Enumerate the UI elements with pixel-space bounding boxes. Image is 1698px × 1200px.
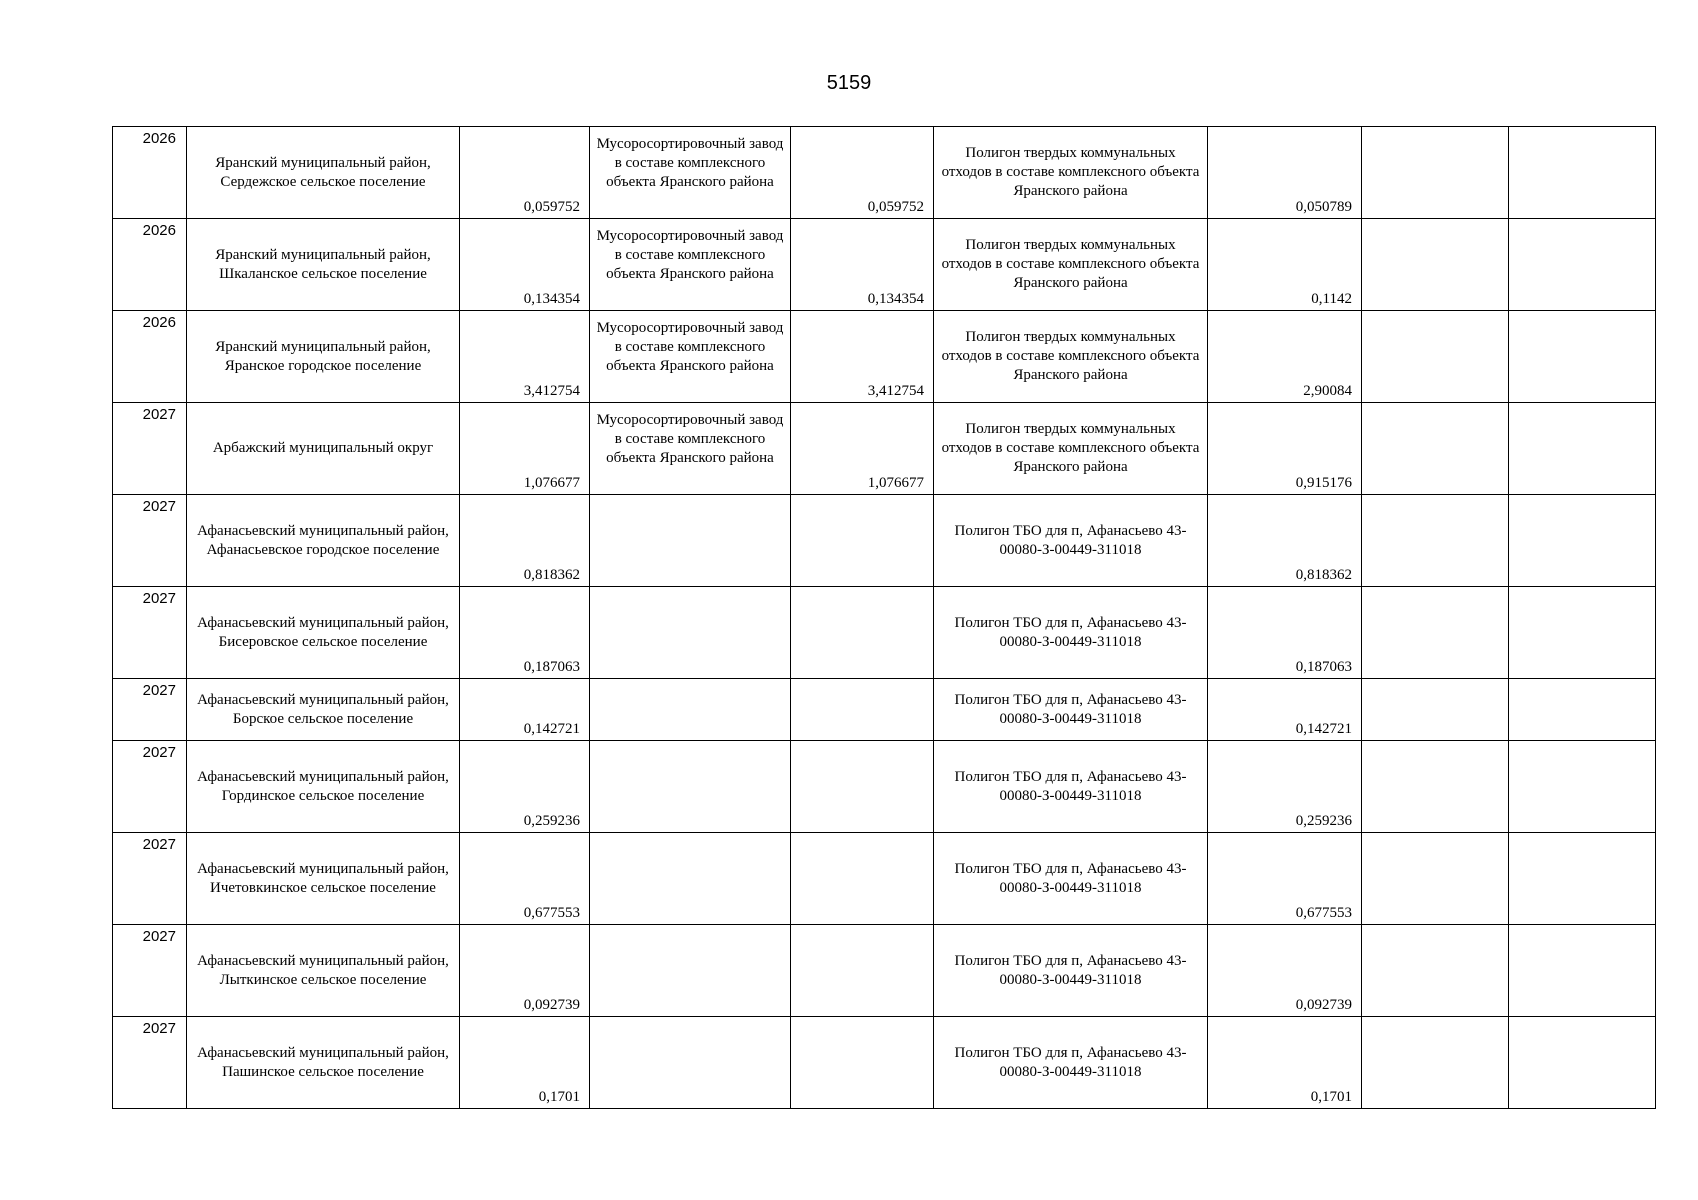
disposal-mass-cell: 0,915176 <box>1208 403 1362 495</box>
empty-cell <box>1362 495 1509 587</box>
year-cell: 2026 <box>113 127 187 219</box>
disposal-facility-cell: Полигон ТБО для п, Афанасьево 43-00080-З-00449-311018 <box>934 1017 1208 1109</box>
empty-cell <box>1509 311 1656 403</box>
empty-cell <box>1509 403 1656 495</box>
sorting-mass-cell <box>791 587 934 679</box>
mass-cell: 0,677553 <box>460 833 590 925</box>
year-cell: 2027 <box>113 833 187 925</box>
mass-cell: 0,059752 <box>460 127 590 219</box>
empty-cell <box>1362 219 1509 311</box>
disposal-facility-cell: Полигон твердых коммунальных отходов в составе комплексного объекта Яранского района <box>934 403 1208 495</box>
sorting-mass-cell <box>791 925 934 1017</box>
empty-cell <box>1509 741 1656 833</box>
disposal-facility-cell: Полигон ТБО для п, Афанасьево 43-00080-З-00449-311018 <box>934 833 1208 925</box>
disposal-facility-cell: Полигон твердых коммунальных отходов в составе комплексного объекта Яранского района <box>934 127 1208 219</box>
empty-cell <box>1362 311 1509 403</box>
municipality-cell: Яранский муниципальный район, Яранское городское поселение <box>187 311 460 403</box>
page-number: 5159 <box>826 72 872 94</box>
disposal-facility-cell: Полигон ТБО для п, Афанасьево 43-00080-З-00449-311018 <box>934 587 1208 679</box>
disposal-mass-cell: 0,092739 <box>1208 925 1362 1017</box>
municipality-cell: Афанасьевский муниципальный район, Борское сельское поселение <box>187 679 460 741</box>
municipality-cell: Афанасьевский муниципальный район, Гординское сельское поселение <box>187 741 460 833</box>
table-row <box>113 741 1656 833</box>
municipality-cell: Афанасьевский муниципальный район, Лыткинское сельское поселение <box>187 925 460 1017</box>
disposal-facility-cell: Полигон ТБО для п, Афанасьево 43-00080-З-00449-311018 <box>934 741 1208 833</box>
mass-cell: 0,818362 <box>460 495 590 587</box>
empty-cell <box>1509 587 1656 679</box>
sorting-facility-cell <box>590 741 791 833</box>
disposal-facility-cell: Полигон твердых коммунальных отходов в составе комплексного объекта Яранского района <box>934 311 1208 403</box>
table-body <box>113 127 1656 1109</box>
table-row <box>113 925 1656 1017</box>
year-cell: 2027 <box>113 403 187 495</box>
mass-cell: 0,142721 <box>460 679 590 741</box>
empty-cell <box>1509 495 1656 587</box>
year-cell: 2026 <box>113 219 187 311</box>
table-row <box>113 1017 1656 1109</box>
mass-cell: 3,412754 <box>460 311 590 403</box>
municipality-cell: Арбажский муниципальный округ <box>187 403 460 495</box>
sorting-mass-cell <box>791 679 934 741</box>
empty-cell <box>1509 833 1656 925</box>
disposal-facility-cell: Полигон ТБО для п, Афанасьево 43-00080-З-00449-311018 <box>934 495 1208 587</box>
sorting-mass-cell <box>791 741 934 833</box>
disposal-mass-cell: 0,187063 <box>1208 587 1362 679</box>
table-row <box>113 219 1656 311</box>
year-cell: 2027 <box>113 925 187 1017</box>
empty-cell <box>1509 1017 1656 1109</box>
empty-cell <box>1509 925 1656 1017</box>
sorting-mass-cell <box>791 1017 934 1109</box>
municipality-cell: Яранский муниципальный район, Шкаланское сельское поселение <box>187 219 460 311</box>
disposal-mass-cell: 0,818362 <box>1208 495 1362 587</box>
disposal-mass-cell: 0,259236 <box>1208 741 1362 833</box>
year-cell: 2027 <box>113 679 187 741</box>
empty-cell <box>1509 219 1656 311</box>
table-row <box>113 495 1656 587</box>
empty-cell <box>1362 679 1509 741</box>
sorting-mass-cell <box>791 495 934 587</box>
sorting-facility-cell: Мусоросортировочный завод в составе комплексного объекта Яранского района <box>590 219 791 311</box>
year-cell: 2027 <box>113 741 187 833</box>
disposal-mass-cell: 0,050789 <box>1208 127 1362 219</box>
sorting-facility-cell <box>590 495 791 587</box>
mass-cell: 0,092739 <box>460 925 590 1017</box>
disposal-mass-cell: 0,677553 <box>1208 833 1362 925</box>
table-row <box>113 587 1656 679</box>
mass-cell: 1,076677 <box>460 403 590 495</box>
sorting-mass-cell: 0,059752 <box>791 127 934 219</box>
sorting-facility-cell <box>590 679 791 741</box>
disposal-mass-cell: 0,1142 <box>1208 219 1362 311</box>
sorting-mass-cell: 1,076677 <box>791 403 934 495</box>
disposal-facility-cell: Полигон твердых коммунальных отходов в составе комплексного объекта Яранского района <box>934 219 1208 311</box>
table-row <box>113 833 1656 925</box>
mass-cell: 0,187063 <box>460 587 590 679</box>
sorting-facility-cell <box>590 587 791 679</box>
table-row <box>113 403 1656 495</box>
year-cell: 2027 <box>113 587 187 679</box>
sorting-facility-cell: Мусоросортировочный завод в составе комплексного объекта Яранского района <box>590 311 791 403</box>
sorting-facility-cell <box>590 1017 791 1109</box>
mass-cell: 0,1701 <box>460 1017 590 1109</box>
year-cell: 2026 <box>113 311 187 403</box>
table-row <box>113 311 1656 403</box>
year-cell: 2027 <box>113 495 187 587</box>
empty-cell <box>1362 833 1509 925</box>
disposal-mass-cell: 0,1701 <box>1208 1017 1362 1109</box>
mass-cell: 0,134354 <box>460 219 590 311</box>
empty-cell <box>1362 587 1509 679</box>
municipality-cell: Афанасьевский муниципальный район, Ичетовкинское сельское поселение <box>187 833 460 925</box>
municipality-cell: Афанасьевский муниципальный район, Бисеровское сельское поселение <box>187 587 460 679</box>
sorting-mass-cell: 3,412754 <box>791 311 934 403</box>
sorting-facility-cell <box>590 925 791 1017</box>
empty-cell <box>1362 127 1509 219</box>
empty-cell <box>1362 741 1509 833</box>
municipality-cell: Яранский муниципальный район, Сердежское сельское поселение <box>187 127 460 219</box>
municipality-cell: Афанасьевский муниципальный район, Афанасьевское городское поселение <box>187 495 460 587</box>
sorting-facility-cell: Мусоросортировочный завод в составе комплексного объекта Яранского района <box>590 127 791 219</box>
sorting-facility-cell <box>590 833 791 925</box>
disposal-facility-cell: Полигон ТБО для п, Афанасьево 43-00080-З-00449-311018 <box>934 925 1208 1017</box>
waste-flow-table <box>112 126 1656 1109</box>
sorting-mass-cell <box>791 833 934 925</box>
sorting-mass-cell: 0,134354 <box>791 219 934 311</box>
empty-cell <box>1509 127 1656 219</box>
empty-cell <box>1362 403 1509 495</box>
empty-cell <box>1362 1017 1509 1109</box>
empty-cell <box>1362 925 1509 1017</box>
disposal-mass-cell: 2,90084 <box>1208 311 1362 403</box>
disposal-facility-cell: Полигон ТБО для п, Афанасьево 43-00080-З-00449-311018 <box>934 679 1208 741</box>
year-cell: 2027 <box>113 1017 187 1109</box>
disposal-mass-cell: 0,142721 <box>1208 679 1362 741</box>
sorting-facility-cell: Мусоросортировочный завод в составе комплексного объекта Яранского района <box>590 403 791 495</box>
table-row <box>113 127 1656 219</box>
empty-cell <box>1509 679 1656 741</box>
table-row <box>113 679 1656 741</box>
municipality-cell: Афанасьевский муниципальный район, Пашинское сельское поселение <box>187 1017 460 1109</box>
mass-cell: 0,259236 <box>460 741 590 833</box>
